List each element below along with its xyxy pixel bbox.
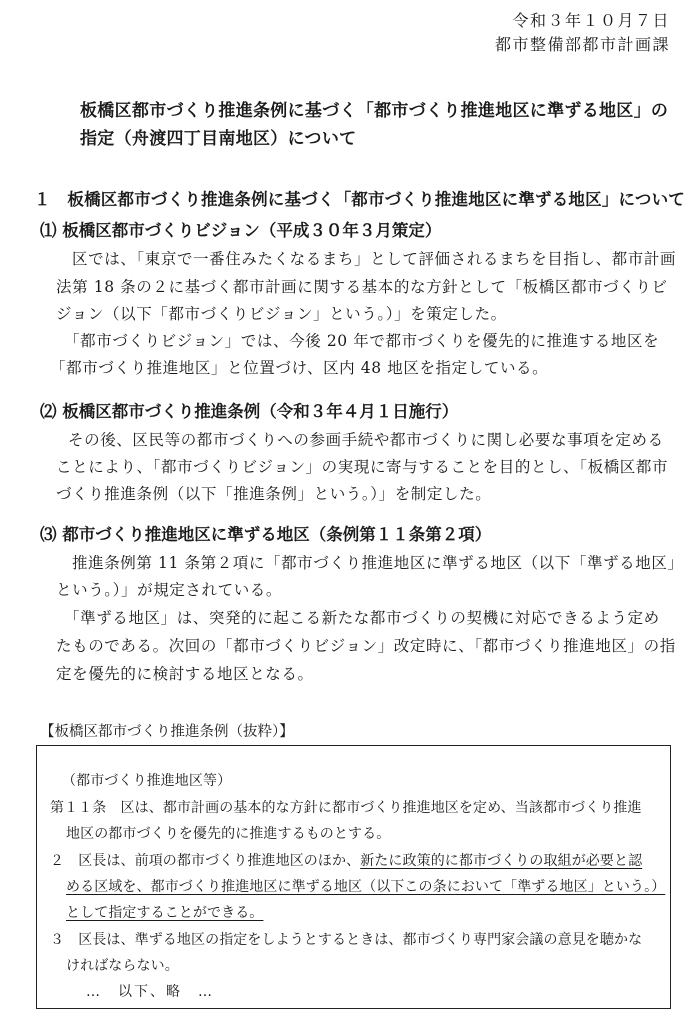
document-title-line-2: 指定（舟渡四丁目南地区）について	[80, 129, 357, 149]
paragraph-2-plain-text: ２ 区長は、前項の都市づくり推進地区のほか、	[50, 853, 361, 869]
article-11-line-1: 第１１条 区は、都市計画の基本的な方針に都市づくり推進地区を定め、当該都市づくり推進	[50, 800, 642, 816]
paragraph-3-line-2: ければならない。	[66, 958, 179, 974]
subsection-1-line-1: 区では、「東京で一番住みたくなるまち」として評価されるまちを目指し、都市計画	[72, 250, 677, 268]
subsection-1-line-4: 「都市づくりビジョン」では、今後 20 年で都市づくりを優先的に推進する地区を	[64, 332, 660, 350]
subsection-2-line-1: その後、区民等の都市づくりへの参画手続や都市づくりに関し必要な事項を定める	[68, 431, 664, 449]
excerpt-label: 【板橋区都市づくり推進条例（抜粋）】	[40, 724, 294, 740]
subsection-1-line-3: ジョン（以下「都市づくりビジョン」という。）」を策定した。	[56, 305, 507, 323]
paragraph-2-line-2: める区域を、都市づくり推進地区に準ずる地区（以下この条において「準ずる地区」という。）	[66, 879, 666, 895]
document-title-line-1: 板橋区都市づくり推進条例に基づく「都市づくり推進地区に準ずる地区」の	[80, 101, 669, 121]
paragraph-3-line-1: ３ 区長は、準ずる地区の指定をしようとするときは、都市づくり専門家会議の意見を聴かな	[50, 932, 643, 948]
subsection-1-line-5: 「都市づくり推進地区」と位置づけ、区内 48 地区を指定している。	[50, 359, 549, 377]
subsection-3-line-2: という。）」が規定されている。	[56, 581, 283, 599]
subsection-2-heading: ⑵ 板橋区都市づくり推進条例（令和３年４月１日施行）	[40, 402, 459, 421]
subsection-1-heading: ⑴ 板橋区都市づくりビジョン（平成３０年３月策定）	[40, 221, 442, 240]
subsection-1-line-2: 法第 18 条の２に基づく都市計画に関する基本的な方針として「板橋区都市づくりビ	[56, 278, 668, 296]
document-date: 令和３年１０月７日	[512, 11, 670, 30]
subsection-3-line-5: 定を優先的に検討する地区となる。	[56, 665, 314, 683]
subsection-2-line-3: づくり推進条例（以下「推進条例」という。）」を制定した。	[56, 485, 492, 503]
subsection-3-line-1: 推進条例第 11 条第２項に「都市づくり推進地区に準ずる地区（以下「準ずる地区」	[72, 554, 684, 572]
article-11-line-2: 地区の都市づくりを優先的に推進するものとする。	[66, 826, 391, 842]
paragraph-2-underlined-text: 新たに政策的に都市づくりの取組が必要と認	[360, 853, 643, 869]
omission-note: … 以下、略 …	[86, 984, 214, 1000]
subsection-3-line-4: たものである。次回の「都市づくりビジョン」改定時に、「都市づくり推進地区」の指	[56, 637, 676, 655]
subsection-3-heading: ⑶ 都市づくり推進地区に準ずる地区（条例第１１条第２項）	[40, 525, 492, 544]
subsection-2-line-2: ことにより、「都市づくりビジョン」の実現に寄与することを目的とし、「板橋区都市	[56, 458, 669, 476]
subsection-3-line-3: 「準ずる地区」は、突発的に起こる新たな都市づくりの契機に対応できるよう定め	[64, 609, 660, 627]
paragraph-2-line-3: として指定することができる。	[66, 905, 264, 921]
issuing-department: 都市整備部都市計画課	[494, 35, 670, 54]
paragraph-2-line-1	[50, 850, 642, 870]
article-caption: （都市づくり推進地区等）	[62, 773, 232, 789]
section-1-heading: １ 板橋区都市づくり推進条例に基づく「都市づくり推進地区に準ずる地区」について	[34, 190, 685, 209]
